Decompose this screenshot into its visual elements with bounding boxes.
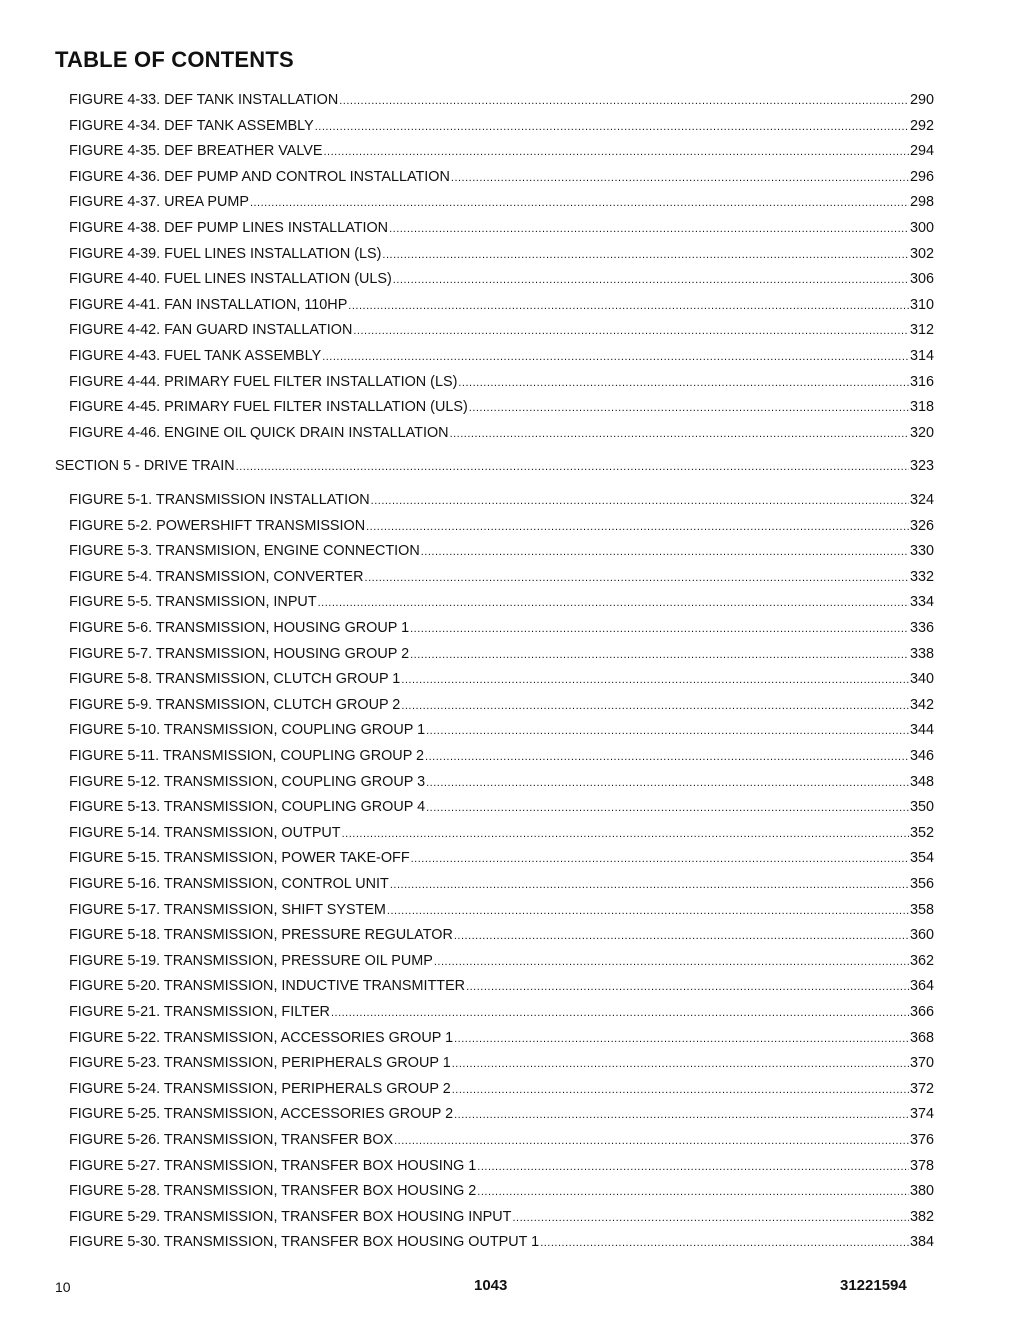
toc-dot-leader (348, 295, 909, 316)
toc-dot-leader (454, 1028, 909, 1049)
toc-dot-leader (466, 976, 909, 997)
toc-entry-label: FIGURE 5-18. TRANSMISSION, PRESSURE REGULATOR (69, 927, 453, 944)
toc-dot-leader (450, 423, 909, 444)
toc-figure-entry[interactable] (69, 1079, 934, 1099)
toc-dot-leader (331, 1002, 909, 1023)
toc-figure-entry[interactable] (69, 116, 934, 136)
toc-figure-entry[interactable] (69, 423, 934, 443)
toc-figure-entry[interactable] (69, 1130, 934, 1150)
toc-dot-leader (236, 456, 909, 477)
toc-entry-label: FIGURE 4-40. FUEL LINES INSTALLATION (ULS) (69, 271, 392, 288)
toc-entry-page: 290 (909, 92, 934, 108)
toc-dot-leader (366, 516, 909, 537)
toc-entry-page: 372 (909, 1080, 934, 1097)
toc-entry-page: 320 (909, 424, 934, 441)
toc-entry-label: FIGURE 5-24. TRANSMISSION, PERIPHERALS GROUP 2 (69, 1080, 451, 1097)
toc-figure-entry[interactable] (69, 976, 934, 996)
toc-entry-label: FIGURE 4-35. DEF BREATHER VALVE (69, 143, 323, 160)
toc-entry-label: FIGURE 4-42. FAN GUARD INSTALLATION (69, 322, 353, 339)
toc-entry-page: 294 (909, 143, 934, 160)
toc-figure-entry[interactable] (69, 1232, 934, 1252)
toc-entry-page: 380 (909, 1183, 934, 1200)
toc-entry-label: FIGURE 5-14. TRANSMISSION, OUTPUT (69, 824, 341, 841)
toc-figure-entry[interactable] (69, 951, 934, 971)
toc-entry-page: 374 (909, 1106, 934, 1123)
toc-entry-page: 344 (909, 722, 934, 739)
toc-dot-leader (451, 167, 909, 188)
toc-entry-page: 382 (909, 1208, 934, 1225)
toc-figure-entry[interactable] (69, 669, 934, 689)
toc-dot-leader (421, 541, 909, 562)
toc-figure-entry[interactable] (69, 1181, 934, 1201)
toc-entry-label: SECTION 5 - DRIVE TRAIN (55, 458, 235, 475)
toc-dot-leader (315, 116, 909, 137)
toc-entry-page: 366 (909, 1004, 934, 1020)
toc-entry-label: FIGURE 5-11. TRANSMISSION, COUPLING GROUP 2 (69, 748, 425, 764)
toc-entry-label: FIGURE 5-4. TRANSMISSION, CONVERTER (69, 568, 364, 585)
toc-entry-label: FIGURE 5-8. TRANSMISSION, CLUTCH GROUP 1 (69, 671, 401, 688)
toc-figure-entry[interactable] (69, 218, 934, 238)
toc-entry-page: 364 (909, 978, 934, 995)
toc-figure-entry[interactable] (69, 1207, 934, 1227)
toc-figure-entry[interactable] (69, 720, 934, 740)
toc-dot-leader (353, 320, 909, 341)
toc-figure-entry[interactable] (69, 295, 934, 315)
toc-entry-label: FIGURE 4-45. PRIMARY FUEL FILTER INSTALLATION (ULS) (69, 399, 468, 416)
toc-entry-label: FIGURE 5-22. TRANSMISSION, ACCESSORIES GROUP 1 (69, 1029, 454, 1046)
toc-figure-entry[interactable] (69, 567, 934, 587)
toc-entry-page: 316 (909, 373, 934, 390)
toc-dot-leader (434, 951, 909, 972)
toc-figure-entry[interactable] (69, 772, 934, 792)
toc-dot-leader (322, 346, 909, 367)
toc-dot-leader (393, 269, 909, 290)
toc-entry-label: FIGURE 5-25. TRANSMISSION, ACCESSORIES GROUP 2 (69, 1106, 454, 1123)
toc-figure-entry[interactable] (69, 516, 934, 536)
toc-entry-page: 346 (909, 748, 934, 764)
toc-entry-page: 312 (909, 322, 934, 339)
toc-entry-label: FIGURE 5-5. TRANSMISSION, INPUT (69, 594, 317, 611)
toc-entry-label: FIGURE 5-21. TRANSMISSION, FILTER (69, 1004, 330, 1020)
toc-dot-leader (342, 823, 909, 844)
toc-entry-page: 318 (909, 399, 934, 416)
toc-entry-page: 348 (909, 773, 934, 790)
toc-entry-page: 376 (909, 1132, 934, 1148)
toc-figure-entry[interactable] (69, 192, 934, 212)
toc-entry-label: FIGURE 4-38. DEF PUMP LINES INSTALLATION (69, 220, 389, 236)
toc-entry-page: 350 (909, 799, 934, 816)
toc-entry-label: FIGURE 5-23. TRANSMISSION, PERIPHERALS GROUP 1 (69, 1055, 451, 1072)
toc-dot-leader (452, 1079, 909, 1100)
toc-figure-entry[interactable] (69, 320, 934, 340)
toc-entry-label: FIGURE 4-41. FAN INSTALLATION, 110HP (69, 296, 348, 313)
toc-entry-page: 358 (909, 901, 934, 918)
toc-entry-label: FIGURE 4-36. DEF PUMP AND CONTROL INSTALLATION (69, 168, 450, 185)
toc-entry-page: 336 (909, 620, 934, 636)
toc-entry-label: FIGURE 5-6. TRANSMISSION, HOUSING GROUP 1 (69, 620, 410, 636)
toc-entry-page: 306 (909, 271, 934, 288)
toc-entry-label: FIGURE 5-15. TRANSMISSION, POWER TAKE-OFF (69, 850, 410, 867)
toc-entry-label: FIGURE 5-30. TRANSMISSION, TRANSFER BOX HOUSING OUTPUT 1 (69, 1234, 540, 1251)
toc-entry-page: 378 (909, 1157, 934, 1174)
toc-entry-page: 368 (909, 1029, 934, 1046)
toc-entry-page: 330 (909, 543, 934, 560)
toc-figure-entry[interactable] (69, 874, 934, 894)
toc-entry-label: FIGURE 5-9. TRANSMISSION, CLUTCH GROUP 2 (69, 696, 401, 713)
toc-dot-leader (426, 797, 909, 818)
toc-entry-label: FIGURE 5-2. POWERSHIFT TRANSMISSION (69, 517, 366, 534)
toc-entry-page: 338 (909, 645, 934, 662)
toc-dot-leader (477, 1181, 909, 1202)
toc-figure-entry[interactable] (69, 848, 934, 868)
toc-entry-label: FIGURE 4-46. ENGINE OIL QUICK DRAIN INSTALLATION (69, 424, 449, 441)
toc-entry-label: FIGURE 4-37. UREA PUMP (69, 194, 249, 211)
toc-entry-page: 334 (909, 594, 934, 611)
toc-dot-leader (365, 567, 909, 588)
toc-figure-entry[interactable] (69, 1002, 934, 1022)
toc-entry-label: FIGURE 4-39. FUEL LINES INSTALLATION (LS) (69, 245, 382, 262)
toc-dot-leader (401, 695, 909, 716)
toc-entry-label: FIGURE 5-20. TRANSMISSION, INDUCTIVE TRANSMITTER (69, 978, 466, 995)
toc-dot-leader (458, 372, 909, 393)
toc-figure-entry[interactable] (69, 797, 934, 817)
toc-dot-leader (339, 90, 909, 111)
toc-figure-entry[interactable] (69, 346, 934, 366)
toc-entry-label: FIGURE 5-29. TRANSMISSION, TRANSFER BOX HOUSING INPUT (69, 1208, 512, 1225)
toc-entry-label: FIGURE 4-33. DEF TANK INSTALLATION (69, 92, 339, 108)
toc-entry-page: 360 (909, 927, 934, 944)
toc-entry-page: 384 (909, 1234, 934, 1251)
toc-figure-entry[interactable] (69, 397, 934, 417)
toc-entry-page: 292 (909, 117, 934, 134)
toc-entry-label: FIGURE 5-28. TRANSMISSION, TRANSFER BOX HOUSING 2 (69, 1183, 477, 1200)
toc-figure-entry[interactable] (69, 644, 934, 664)
toc-entry-page: 356 (909, 876, 934, 892)
toc-figure-entry[interactable] (69, 695, 934, 715)
toc-entry-page: 310 (909, 296, 934, 313)
toc-dot-leader (394, 1130, 909, 1151)
toc-dot-leader (387, 900, 909, 921)
toc-figure-entry[interactable] (69, 490, 934, 510)
toc-entry-label: FIGURE 5-27. TRANSMISSION, TRANSFER BOX HOUSING 1 (69, 1157, 477, 1174)
toc-entry-page: 323 (909, 458, 934, 475)
toc-dot-leader (425, 746, 909, 767)
footer-page-number: 10 (55, 1279, 71, 1295)
toc-entry-label: FIGURE 5-7. TRANSMISSION, HOUSING GROUP 2 (69, 645, 410, 662)
toc-dot-leader (390, 874, 909, 895)
toc-figure-entry[interactable] (69, 141, 934, 161)
toc-dot-leader (401, 669, 909, 690)
toc-entry-label: FIGURE 4-43. FUEL TANK ASSEMBLY (69, 348, 322, 364)
toc-entry-page: 340 (909, 671, 934, 688)
toc-dot-leader (454, 925, 909, 946)
toc-entry-label: FIGURE 5-10. TRANSMISSION, COUPLING GROUP 1 (69, 722, 426, 739)
toc-figure-entry[interactable] (69, 1156, 934, 1176)
toc-dot-leader (426, 772, 909, 793)
toc-entry-page: 332 (909, 568, 934, 585)
toc-dot-leader (477, 1156, 909, 1177)
toc-entry-label: FIGURE 4-34. DEF TANK ASSEMBLY (69, 117, 314, 134)
toc-figure-entry[interactable] (69, 167, 934, 187)
toc-dot-leader (318, 592, 909, 613)
toc-entry-page: 370 (909, 1055, 934, 1072)
toc-entry-page: 296 (909, 168, 934, 185)
toc-dot-leader (389, 218, 909, 239)
toc-entry-label: FIGURE 5-12. TRANSMISSION, COUPLING GROUP 3 (69, 773, 426, 790)
toc-figure-entry[interactable] (69, 618, 934, 638)
toc-entry-label: FIGURE 4-44. PRIMARY FUEL FILTER INSTALLATION (LS) (69, 373, 458, 390)
toc-figure-entry[interactable] (69, 1104, 934, 1124)
toc-entry-page: 362 (909, 952, 934, 969)
toc-figure-entry[interactable] (69, 746, 934, 766)
toc-dot-leader (324, 141, 909, 162)
toc-dot-leader (411, 848, 909, 869)
toc-dot-leader (454, 1104, 909, 1125)
toc-dot-leader (410, 644, 909, 665)
toc-entry-page: 326 (909, 517, 934, 534)
toc-entry-page: 302 (909, 245, 934, 262)
toc-figure-entry[interactable] (69, 244, 934, 264)
toc-entry-label: FIGURE 5-13. TRANSMISSION, COUPLING GROUP 4 (69, 799, 426, 816)
toc-entry-page: 354 (909, 850, 934, 867)
toc-figure-entry[interactable] (69, 900, 934, 920)
toc-figure-entry[interactable] (69, 925, 934, 945)
toc-entry-label: FIGURE 5-19. TRANSMISSION, PRESSURE OIL PUMP (69, 952, 433, 969)
toc-entry-label: FIGURE 5-26. TRANSMISSION, TRANSFER BOX (69, 1132, 394, 1148)
toc-figure-entry[interactable] (69, 90, 934, 110)
toc-dot-leader (371, 490, 909, 511)
toc-figure-entry[interactable] (69, 592, 934, 612)
page-title: TABLE OF CONTENTS (55, 47, 294, 72)
toc-dot-leader (452, 1053, 909, 1074)
toc-entry-page: 314 (909, 348, 934, 364)
toc-dot-leader (250, 192, 909, 213)
footer-document-number: 31221594 (840, 1277, 907, 1294)
toc-entry-page: 300 (909, 220, 934, 236)
toc-entry-page: 298 (909, 194, 934, 211)
toc-figure-entry[interactable] (69, 1053, 934, 1073)
toc-entry-label: FIGURE 5-16. TRANSMISSION, CONTROL UNIT (69, 876, 389, 892)
toc-figure-entry[interactable] (69, 541, 934, 561)
toc-entry-label: FIGURE 5-3. TRANSMISION, ENGINE CONNECTION (69, 543, 420, 560)
toc-entry-label: FIGURE 5-17. TRANSMISSION, SHIFT SYSTEM (69, 901, 386, 918)
toc-figure-entry[interactable] (69, 823, 934, 843)
toc-dot-leader (382, 244, 909, 265)
toc-figure-entry[interactable] (69, 372, 934, 392)
toc-dot-leader (410, 618, 909, 639)
toc-section-entry[interactable] (55, 456, 934, 476)
toc-figure-entry[interactable] (69, 269, 934, 289)
toc-entry-label: FIGURE 5-1. TRANSMISSION INSTALLATION (69, 492, 370, 508)
toc-dot-leader (512, 1207, 909, 1228)
toc-entry-page: 352 (909, 824, 934, 841)
toc-entry-page: 324 (909, 492, 934, 508)
footer-center-number: 1043 (474, 1277, 508, 1294)
toc-figure-entry[interactable] (69, 1028, 934, 1048)
toc-dot-leader (540, 1232, 909, 1253)
toc-dot-leader (469, 397, 909, 418)
toc-dot-leader (426, 720, 909, 741)
toc-entry-page: 342 (909, 696, 934, 713)
